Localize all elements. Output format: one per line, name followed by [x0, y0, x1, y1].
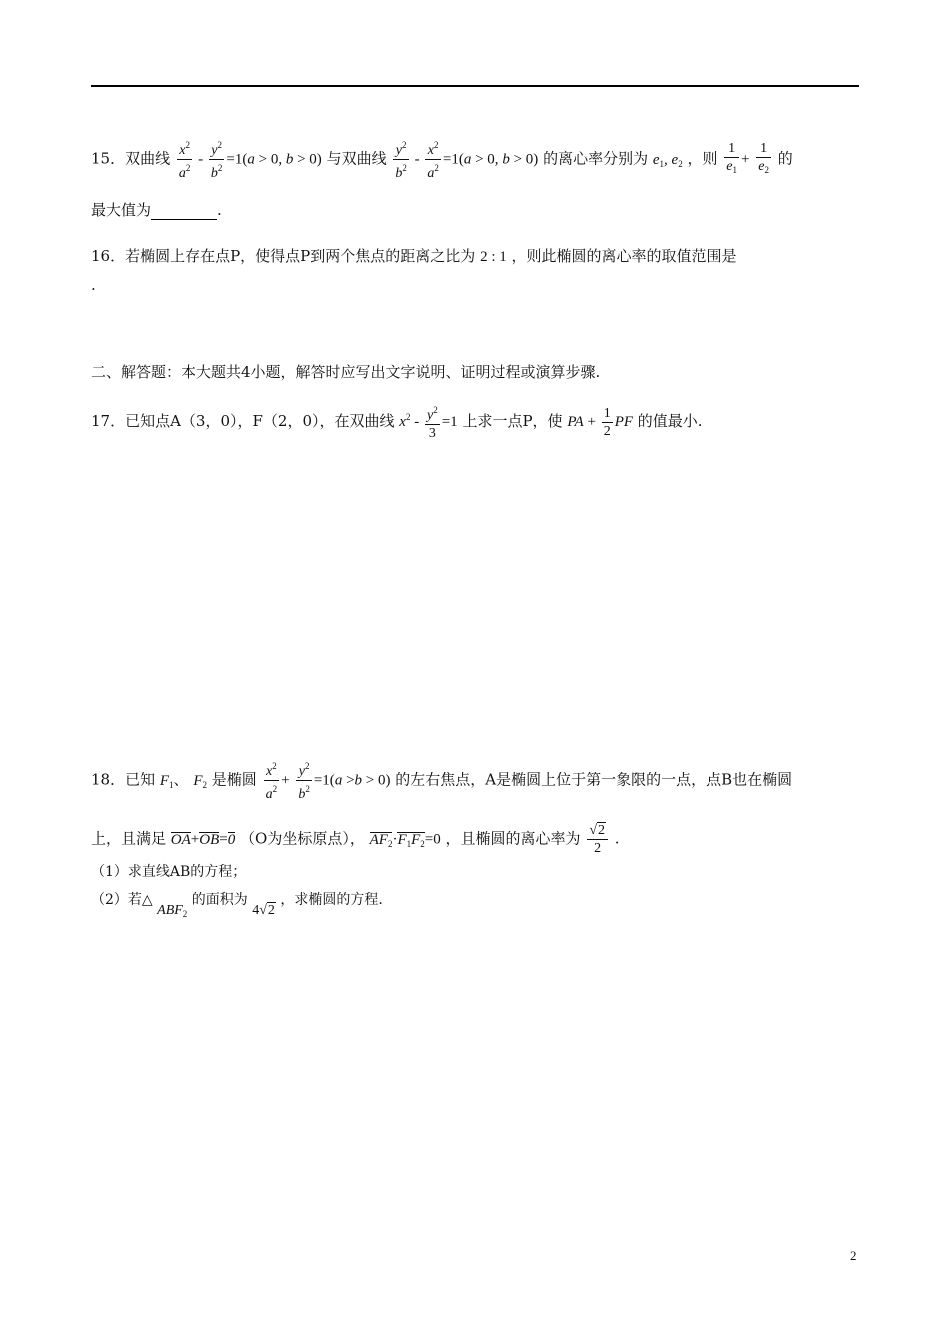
q17-line: 17．已知点A（3，0），F（2，0），在双曲线 $x^2$ - $\frac{y^2}{3}$ =1 上求一点P，使 PA + $\frac{1}{2}$ PF 的值最小. [91, 402, 703, 442]
answer-blank [151, 205, 217, 220]
frac-y2-b2-c: $\frac{y^2}{b^2}$ [298, 761, 310, 802]
frac-1-e2: $\frac{1}{e_2}$ [756, 140, 771, 179]
frac-1-2: $\frac{1}{2}$ [603, 405, 611, 439]
frac-x2-a2: $\frac{x^2}{a^2}$ [178, 140, 191, 181]
q18-line1: 18．已知 $F_1$、 $F_2$ 是椭圆 $\frac{x^2}{a^2}$ + $\frac{y^2}{b^2}$ =1(a >b > 0) 的左右焦点，A是椭圆上位于第一象限的一点，点B也在椭圆 [91, 758, 792, 803]
section-heading: 二、解答题：本大题共4小题，解答时应写出文字说明、证明过程或演算步骤. [91, 363, 601, 381]
frac-y2-3: $\frac{y^2}{3}$ [426, 405, 438, 441]
q16-line1: 16．若椭圆上存在点P，使得点P到两个焦点的距离之比为 2 : 1 ，则此椭圆的离心率的取值范围是 [91, 247, 737, 265]
frac-x2-a2-c: $\frac{x^2}{a^2}$ [265, 761, 278, 802]
page-number: 2 [850, 1248, 857, 1263]
frac-sqrt2-2: $\frac{√2}{2}$ [587, 822, 608, 857]
frac-y2-b2-b: $\frac{y^2}{b^2}$ [395, 140, 407, 181]
q18-part2: （2）若△ $ABF_2$ 的面积为 4√2 ，求椭圆的方程. [91, 892, 383, 919]
frac-y2-b2: $\frac{y^2}{b^2}$ [210, 140, 223, 181]
q15-line1: 15．双曲线 $\frac{x^2}{a^2}$ - $\frac{y^2}{b^2}$ =1(a > 0, b > 0) 与双曲线 $\frac{y^2}{b^2}$ - $\frac{x^2}{a^2}$ =1(a > 0, b > 0) 的离心率分别为 $e_1$, $e_2$ ，则 $\frac{1}{e_1}$ + $\frac{1}{e_2}$ 的 [91, 137, 793, 182]
q15-line2: 最大值为 . [91, 201, 222, 219]
q18-part1: （1）求直线AB的方程； [91, 864, 247, 880]
frac-x2-a2-b: $\frac{x^2}{a^2}$ [427, 140, 439, 181]
frac-1-e1: $\frac{1}{e_1}$ [724, 140, 739, 179]
header-rule [91, 85, 859, 87]
q18-line2: 上，且满足 OA+OB=0 （O为坐标原点）， $AF_2\cdot F_1F_2=0$ ，且椭圆的离心率为 $\frac{√2}{2}$ . [91, 823, 620, 856]
q16-line2: . [91, 276, 96, 294]
